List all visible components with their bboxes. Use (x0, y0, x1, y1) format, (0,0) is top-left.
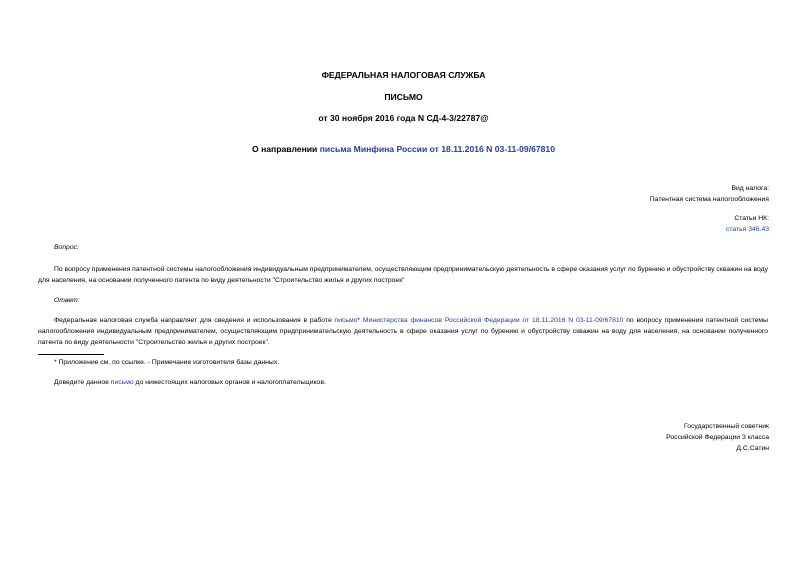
question-paragraph (38, 264, 768, 286)
question-text: По вопросу применения патентной системы налогообложения индивидуальным предпринимателем, осуществляющим предпринимательскую деятельность в сфере оказания услуг по бурению и обустройству скважин на воду для населения, на основании полученного патента по виду деятельности "Строительство жилья и других построек" (38, 266, 768, 284)
document-date-number: от 30 ноября 2016 года N СД-4-3/22787@ (318, 113, 489, 123)
answer-link-letter[interactable]: письмо (334, 317, 358, 324)
articles-block (726, 213, 769, 235)
tax-type-block (650, 183, 769, 205)
footnote-divider (38, 354, 104, 355)
answer-label: Ответ: (54, 297, 80, 304)
agency-title: ФЕДЕРАЛЬНАЯ НАЛОГОВАЯ СЛУЖБА (321, 70, 486, 80)
closing-suffix: до нижестоящих налоговых органов и налогоплательщиков. (133, 379, 326, 386)
question-label: Вопрос: (54, 244, 79, 251)
signature-rank: Российской Федерации 3 класса (666, 434, 769, 441)
tax-type-label: Вид налога: (731, 185, 769, 192)
answer-suffix: по вопросу применения патентной системы налогообложения индивидуальным предпринимателем, осуществляющим предпринимательскую деятельность в сфере оказания услуг по бурению и обустройству скважин на воду для населения, на основании полученного патента по виду деятельности "Строительство жилья и других построек". (38, 317, 768, 346)
closing-link[interactable]: письмо (110, 379, 134, 386)
answer-asterisk: * (357, 317, 361, 324)
closing-paragraph (54, 377, 326, 388)
document-type: ПИСЬМО (384, 92, 423, 102)
subject-prefix: О направлении (252, 144, 320, 154)
articles-link[interactable]: статья 346.43 (725, 226, 769, 233)
articles-label: Статьи НК: (734, 215, 769, 222)
closing-prefix: Доведите данное (54, 379, 111, 386)
answer-link-minfin[interactable]: Министерства финансов Российской Федерации от 18.11.2016 N 03-11-09/67810 (362, 317, 624, 324)
signature-block (666, 421, 769, 454)
footnote: * Приложение см. по ссылке. - Примечание изготовителя базы данных. (54, 359, 280, 366)
answer-paragraph (38, 315, 768, 348)
signature-name: Д.С.Сатин (736, 445, 769, 452)
subject-link[interactable]: письма Минфина России от 18.11.2016 N 03-11-09/67810 (319, 144, 555, 154)
document-subject (0, 144, 807, 154)
signature-title: Государственный советник (684, 423, 769, 430)
answer-prefix: Федеральная налоговая служба направляет для сведения и использования в работе (54, 317, 335, 324)
tax-type-value: Патентная система налогообложения (649, 196, 769, 203)
